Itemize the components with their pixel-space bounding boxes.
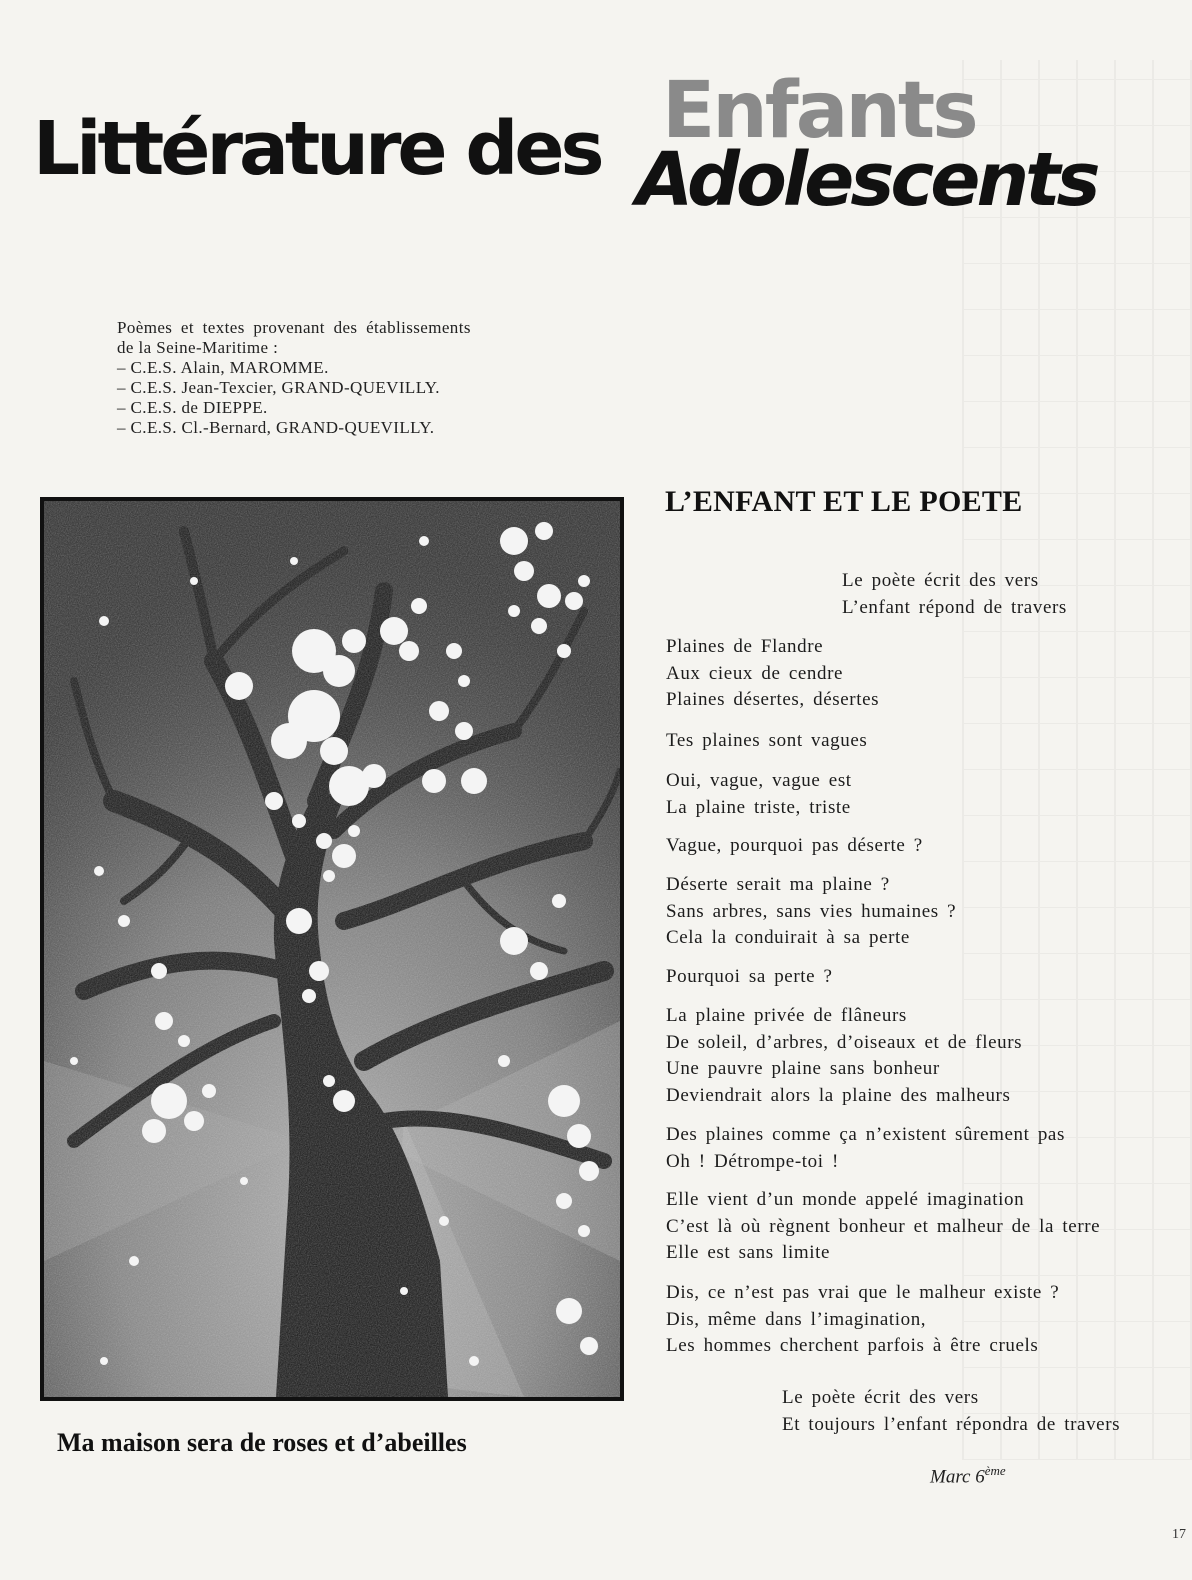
stanza [666,634,879,714]
intro-line: Poèmes et textes provenant des établissements [117,318,471,337]
artwork-caption: Ma maison sera de roses et d’abeilles [57,1428,467,1457]
page-number: 17 [1172,1527,1186,1542]
stanza [666,728,867,755]
stanza [666,1122,1065,1175]
poem-line: Les hommes cherchent parfois à être cruels [666,1335,1039,1356]
poem-author [930,1463,1006,1488]
poem-line: Cela la conduirait à sa perte [666,927,910,948]
poem-line: Oh ! Détrompe-toi ! [666,1150,839,1172]
poem-line: Aux cieux de cendre [666,662,844,684]
poem-line: Vague, pourquoi pas déserte ? [666,835,923,856]
poem-line: Une pauvre plaine sans bonheur [666,1058,940,1079]
stanza [666,768,852,821]
poem-line: La plaine privée de flâneurs [666,1005,907,1026]
stanza [666,1187,1100,1267]
poem-line: De soleil, d’arbres, d’oiseaux et de fleurs [666,1031,1023,1053]
poem-line: Pourquoi sa perte ? [666,966,833,987]
title-adolescents: Adolescents [636,137,1097,223]
poem-line: Sans arbres, sans vies humaines ? [666,900,957,922]
intro-line: – C.E.S. de DIEPPE. [117,398,268,417]
intro-text [117,318,471,438]
title-main: Littérature des [33,106,601,192]
poem-line: Plaines désertes, désertes [666,689,880,710]
poem-line: Des plaines comme ça n’existent sûrement pas [666,1124,1065,1145]
intro-line: – C.E.S. Alain, MAROMME. [117,358,329,377]
poem-line: L’enfant répond de travers [842,596,1067,618]
poem-line: Deviendrait alors la plaine des malheurs [666,1084,1011,1106]
poem-line: Tes plaines sont vagues [666,730,868,751]
title-enfants: Enfants [662,66,976,156]
poem-line: Elle vient d’un monde appelé imagination [666,1189,1025,1210]
intro-line: – C.E.S. Cl.-Bernard, GRAND-QUEVILLY. [117,418,435,437]
intro-line: de la Seine-Maritime : [117,338,279,357]
stanza [666,872,956,952]
poem-line: Dis, ce n’est pas vrai que le malheur existe ? [666,1282,1060,1303]
poem-line: C’est là où règnent bonheur et malheur de la terre [666,1215,1101,1237]
author-grade-suffix: ème [984,1463,1006,1478]
poem-line: Déserte serait ma plaine ? [666,874,890,895]
tree-illustration [44,501,620,1397]
stanza [666,833,923,860]
poem-line: Le poète écrit des vers [782,1387,979,1408]
poem-line: Dis, même dans l’imagination, [666,1308,927,1330]
stanza [666,964,833,991]
author-name: Marc 6 [930,1466,985,1488]
poem-line: Et toujours l’enfant répondra de travers [782,1413,1121,1435]
stanza [666,1280,1059,1360]
poem-line: Elle est sans limite [666,1242,831,1263]
poem-title: L’ENFANT ET LE POETE [665,485,1023,518]
poem-line: Le poète écrit des vers [842,570,1039,591]
intro-line: – C.E.S. Jean-Texcier, GRAND-QUEVILLY. [117,378,440,397]
poem-line: Oui, vague, vague est [666,770,852,791]
stanza [666,1003,1022,1109]
poem-line: Plaines de Flandre [666,636,824,657]
refrain-bottom [782,1385,1120,1438]
tree-artwork [40,497,624,1401]
refrain-top [842,568,1067,621]
poem-line: La plaine triste, triste [666,796,851,818]
